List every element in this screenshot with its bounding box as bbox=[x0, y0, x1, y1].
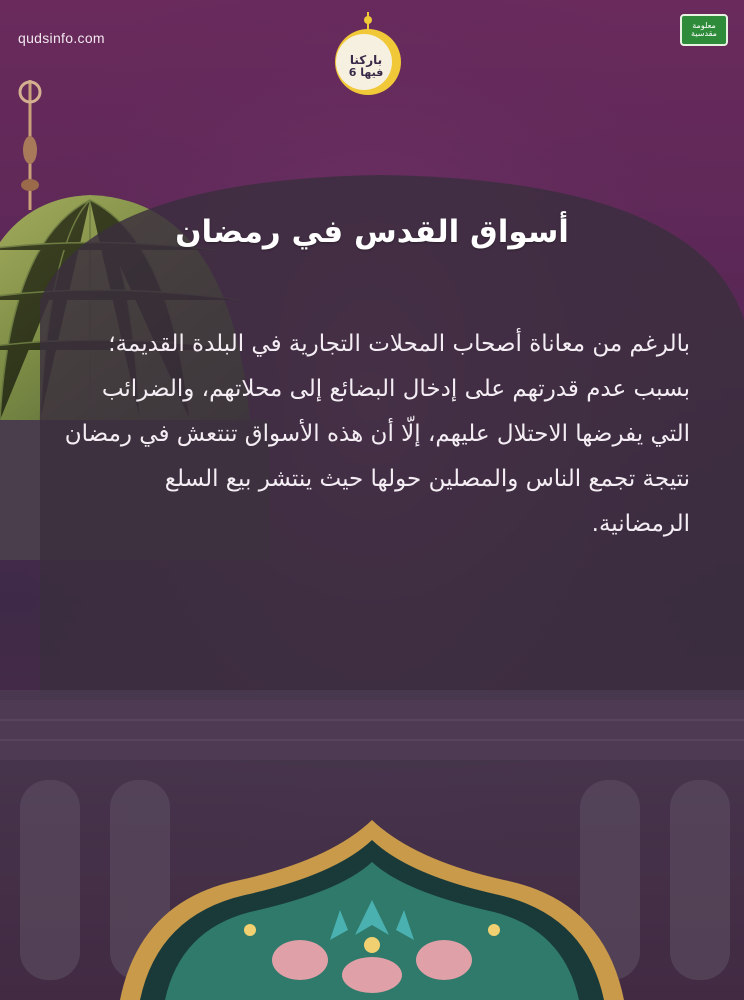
body-paragraph: بالرغم من معاناة أصحاب المحلات التجارية في البلدة القديمة؛ بسبب عدم قدرتهم على إدخال البضائع إلى محلاتهم، والضرائب التي يفرضها الاحتلال عليهم، إلّا أن هذه الأسواق تنتعش في رمضان نتيجة تجمع الناس والمصلين حولها حيث ينتشر بيع السلع الرمضانية. bbox=[64, 331, 690, 537]
campaign-logo-text bbox=[334, 54, 398, 78]
campaign-logo-line1: باركنا bbox=[349, 53, 383, 67]
brand-badge-text: معلومة مقدسية bbox=[691, 21, 717, 38]
site-url: qudsinfo.com bbox=[18, 30, 105, 46]
brand-logo-badge bbox=[680, 14, 728, 46]
campaign-logo bbox=[334, 10, 404, 100]
campaign-logo-line2: فيها 6 bbox=[348, 65, 384, 79]
page-title: أسواق القدس في رمضان bbox=[175, 214, 569, 250]
